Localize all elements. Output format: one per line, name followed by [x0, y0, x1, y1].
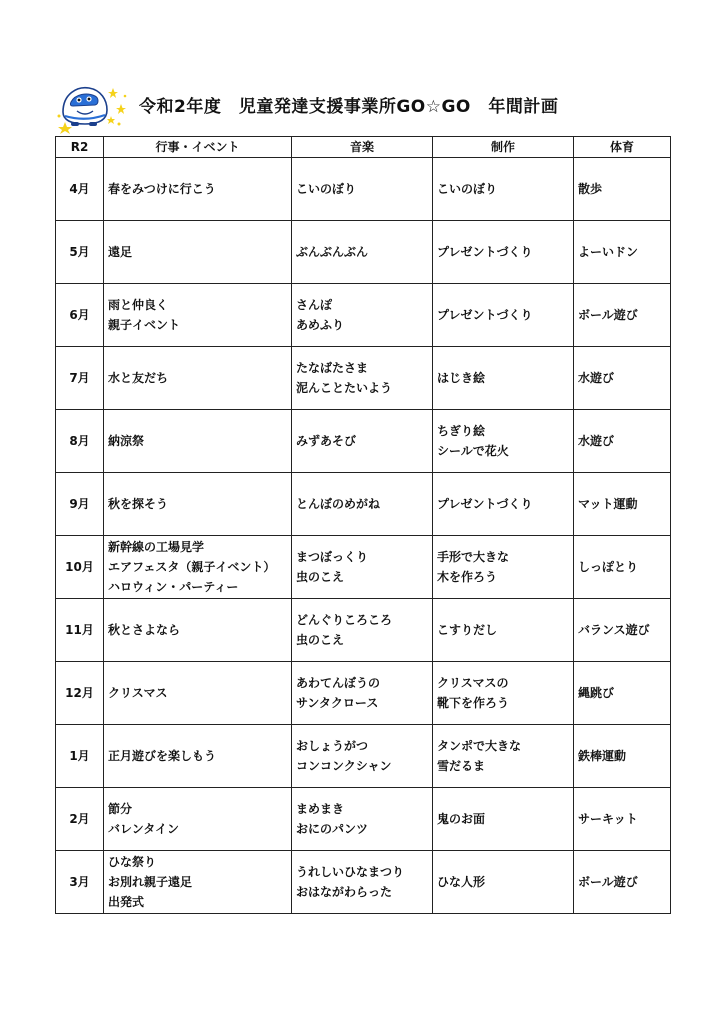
pe-cell: よーいドン: [574, 221, 671, 284]
events-cell: 遠足: [104, 221, 292, 284]
header-events: 行事・イベント: [104, 137, 292, 158]
music-cell: おしょうがつ コンコンクシャン: [292, 725, 433, 788]
month-cell: 8月: [56, 410, 104, 473]
month-cell: 7月: [56, 347, 104, 410]
table-row: [56, 473, 671, 536]
month-cell: 12月: [56, 662, 104, 725]
table-row: [56, 221, 671, 284]
craft-cell: こいのぼり: [433, 158, 574, 221]
pe-cell: 鉄棒運動: [574, 725, 671, 788]
music-cell: まめまき おにのパンツ: [292, 788, 433, 851]
month-cell: 5月: [56, 221, 104, 284]
pe-cell: 散歩: [574, 158, 671, 221]
music-cell: みずあそび: [292, 410, 433, 473]
pe-cell: マット運動: [574, 473, 671, 536]
annual-plan-table: [55, 136, 671, 914]
pe-cell: バランス遊び: [574, 599, 671, 662]
table-body: [56, 158, 671, 914]
music-cell: たなばたさま 泥んことたいよう: [292, 347, 433, 410]
music-cell: さんぽ あめふり: [292, 284, 433, 347]
month-cell: 10月: [56, 536, 104, 599]
events-cell: 正月遊びを楽しもう: [104, 725, 292, 788]
events-cell: 納涼祭: [104, 410, 292, 473]
craft-cell: はじき絵: [433, 347, 574, 410]
month-cell: 2月: [56, 788, 104, 851]
table-row: [56, 158, 671, 221]
table-row: [56, 788, 671, 851]
table-row: [56, 725, 671, 788]
star-icon: [116, 104, 126, 114]
star-icon: [58, 122, 72, 134]
page-title: 令和2年度 児童発達支援事業所GO☆GO 年間計画: [139, 97, 559, 117]
month-cell: 6月: [56, 284, 104, 347]
events-cell: 秋とさよなら: [104, 599, 292, 662]
events-cell: 新幹線の工場見学 エアフェスタ（親子イベント） ハロウィン・パーティー: [104, 536, 292, 599]
craft-cell: プレゼントづくり: [433, 473, 574, 536]
events-cell: 節分 バレンタイン: [104, 788, 292, 851]
craft-cell: タンポで大きな 雪だるま: [433, 725, 574, 788]
header-pe: 体育: [574, 137, 671, 158]
pe-cell: サーキット: [574, 788, 671, 851]
craft-cell: ちぎり絵 シールで花火: [433, 410, 574, 473]
shinkansen-train-with-stars-icon: [55, 78, 133, 134]
music-cell: とんぼのめがね: [292, 473, 433, 536]
month-cell: 9月: [56, 473, 104, 536]
table-row: [56, 599, 671, 662]
music-cell: まつぼっくり 虫のこえ: [292, 536, 433, 599]
music-cell: こいのぼり: [292, 158, 433, 221]
month-cell: 11月: [56, 599, 104, 662]
header-music: 音楽: [292, 137, 433, 158]
table-row: [56, 347, 671, 410]
music-cell: あわてんぼうの サンタクロース: [292, 662, 433, 725]
table-row: [56, 851, 671, 914]
month-cell: 3月: [56, 851, 104, 914]
craft-cell: クリスマスの 靴下を作ろう: [433, 662, 574, 725]
pe-cell: 水遊び: [574, 347, 671, 410]
pe-cell: しっぽとり: [574, 536, 671, 599]
pe-cell: ボール遊び: [574, 284, 671, 347]
table-header-row: [56, 137, 671, 158]
header-year: R2: [56, 137, 104, 158]
table-row: [56, 284, 671, 347]
music-cell: どんぐりころころ 虫のこえ: [292, 599, 433, 662]
events-cell: 水と友だち: [104, 347, 292, 410]
pe-cell: ボール遊び: [574, 851, 671, 914]
events-cell: 春をみつけに行こう: [104, 158, 292, 221]
month-cell: 4月: [56, 158, 104, 221]
table-row: [56, 536, 671, 599]
header-craft: 制作: [433, 137, 574, 158]
music-cell: ぶんぶんぶん: [292, 221, 433, 284]
music-cell: うれしいひなまつり おはながわらった: [292, 851, 433, 914]
craft-cell: 鬼のお面: [433, 788, 574, 851]
craft-cell: ひな人形: [433, 851, 574, 914]
page-header: [55, 78, 670, 134]
craft-cell: プレゼントづくり: [433, 221, 574, 284]
star-icon: [108, 88, 118, 98]
table-row: [56, 410, 671, 473]
craft-cell: こすりだし: [433, 599, 574, 662]
pe-cell: 縄跳び: [574, 662, 671, 725]
pe-cell: 水遊び: [574, 410, 671, 473]
events-cell: ひな祭り お別れ親子遠足 出発式: [104, 851, 292, 914]
events-cell: クリスマス: [104, 662, 292, 725]
craft-cell: 手形で大きな 木を作ろう: [433, 536, 574, 599]
star-icon: [107, 116, 115, 124]
events-cell: 秋を探そう: [104, 473, 292, 536]
events-cell: 雨と仲良く 親子イベント: [104, 284, 292, 347]
table-row: [56, 662, 671, 725]
month-cell: 1月: [56, 725, 104, 788]
craft-cell: プレゼントづくり: [433, 284, 574, 347]
